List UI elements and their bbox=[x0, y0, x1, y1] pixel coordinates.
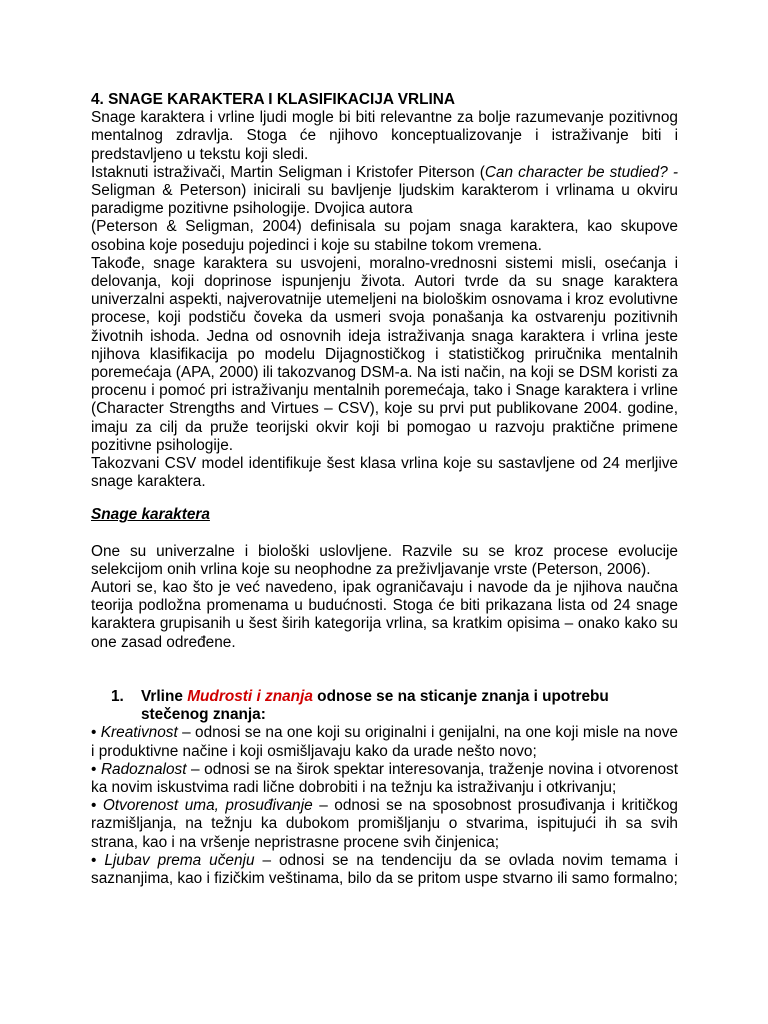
section-title: 4. SNAGE KARAKTERA I KLASIFIKACIJA VRLINA bbox=[91, 91, 455, 108]
list-number: 1. bbox=[111, 687, 124, 705]
bullet-term: Kreativnost bbox=[100, 724, 178, 742]
bullet-text: – odnosi se na tendenciju da se ovlada novim temama i saznanjima, kao i fizičkim veštinama, bilo da se pritom uspe stvarno ili samo formalno; bbox=[91, 851, 678, 887]
virtue-highlight: Mudrosti i znanja bbox=[187, 687, 313, 705]
bullet-term: Ljubav prema učenju bbox=[104, 851, 255, 869]
bullet-item-kreativnost bbox=[91, 724, 678, 760]
bullet-item-radoznalost bbox=[91, 761, 678, 797]
p2-text-before: Istaknuti istraživači, Martin Seligman i Kristofer Piterson ( bbox=[91, 163, 485, 181]
bullet-item-ljubav-prema-ucenju bbox=[91, 852, 678, 888]
intro-paragraph-2 bbox=[91, 164, 678, 219]
document-body bbox=[91, 91, 678, 888]
intro-paragraph-4: Takođe, snage karaktera su usvojeni, moralno-vrednosni sistemi misli, osećanja i delovanja, koji doprinose ispunjenju života. Autori tvrde da su snage karaktera univerzalni aspekti, najverovatnije utemeljeni na biološkim osnovama i kroz evolutivne procese, koji podstiču čoveka da usmeri svoja ponašanja ka ostvarenju pozitivnih životnih ishoda. Jedna od osnovnih ideja istraživanja snaga karaktera i vrlina jeste njihova klasifikacija po modelu Dijagnostičkog i statističkog priručnika mentalnih poremećaja (APA, 2000) ili takozvanog DSM-a. Na isti način, na koji se DSM koristi za procenu i pomoć pri istraživanju mentalnih poremećaja, tako i Snage karaktera i vrline (Character Strengths and Virtues – CSV), koje su prvi put publikovane 2004. godine, imaju za cilj da pruže teorijski okvir koji bi pomogao u razvoju praktične primene pozitivne psihologije. bbox=[91, 254, 678, 454]
bullet-mark: • bbox=[91, 797, 103, 815]
p2-italic-title: Can character be studied? - bbox=[484, 163, 678, 181]
intro-paragraph-3: (Peterson & Seligman, 2004) definisala su pojam snaga karaktera, kao skupove osobina koje poseduju pojedinci i koje su stabilne tokom vremena. bbox=[91, 218, 678, 254]
bullet-item-otvorenost-uma bbox=[91, 797, 678, 852]
list-item-text bbox=[141, 688, 678, 724]
subsection-paragraph-1: One su univerzalne i biološki uslovljene. Razvile su se kroz procese evolucije selekcijom onih vrlina koje su neophodne za preživljavanje vrste (Peterson, 2006). bbox=[91, 542, 678, 578]
list-text-after: odnose se na sticanje znanja i upotrebu stečenog znanja: bbox=[141, 687, 609, 724]
bullet-mark: • bbox=[91, 851, 105, 869]
spacer bbox=[91, 525, 678, 543]
bullet-text: – odnosi se na one koji su originalni i genijalni, na one koji misle na nove i produktivne načine i koji osmišljavaju kako da urade nešto novo; bbox=[91, 724, 678, 760]
subsection-title: Snage karaktera bbox=[91, 506, 210, 524]
list-text-before: Vrline bbox=[141, 687, 188, 705]
bullet-text: – odnosi se na širok spektar interesovanja, traženje novina i otvorenost ka novim iskustvima radi lične dobrobiti i na težnju ka istraživanju i otkrivanju; bbox=[91, 760, 678, 796]
bullet-mark: • bbox=[91, 760, 101, 778]
virtue-list-item-1 bbox=[91, 688, 678, 724]
spacer bbox=[91, 652, 678, 688]
intro-paragraph-1: Snage karaktera i vrline ljudi mogle bi biti relevantne za bolje razumevanje pozitivnog mentalnog zdravlja. Stoga će njihovo konceptualizovanje i istraživanje biti i predstavljeno u tekstu koji sledi. bbox=[91, 109, 678, 163]
subsection-paragraph-2: Autori se, kao što je već navedeno, ipak ograničavaju i navode da je njihova naučna teorija podložna promenama u budućnosti. Stoga će biti prikazana lista od 24 snage karaktera grupisanih u šest širih kategorija vrlina, sa kratkim opisima – onako kako su one zasad određene. bbox=[91, 579, 678, 651]
bullet-text: – odnosi se na sposobnost prosuđivanja i kritičkog razmišljanja, na težnju ka dubokom promišljanju o stvarima, ispitujući ih sa svih strana, kao i na vršenje nepristrasne procene svih činjenica; bbox=[91, 797, 678, 851]
bullet-term: Radoznalost bbox=[100, 760, 187, 778]
bullet-mark: • bbox=[91, 724, 101, 742]
bullet-term: Otvorenost uma, prosuđivanje bbox=[102, 797, 313, 815]
intro-paragraph-5: Takozvani CSV model identifikuje šest klasa vrlina koje su sastavljene od 24 merljive snage karaktera. bbox=[91, 455, 678, 491]
spacer bbox=[91, 491, 678, 506]
p2-text-after: Seligman & Peterson) inicirali su bavljenje ljudskim karakterom i vrlinama u okviru paradigme pozitivne psihologije. Dvojica autora bbox=[91, 182, 678, 218]
